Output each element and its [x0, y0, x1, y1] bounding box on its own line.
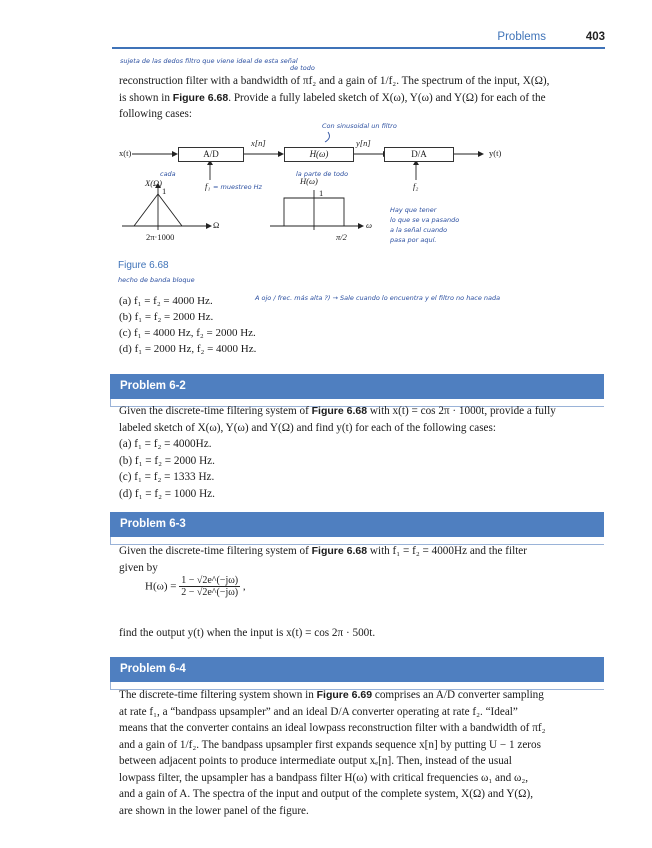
problem-6-2-line-2: labeled sketch of X(ω), Y(ω) and Y(Ω) and find y(t) for each of the following cases: — [119, 421, 496, 434]
problem-6-3-text — [119, 543, 604, 576]
problem-6-4-line-7: and a gain of A. The spectra of the input and output of the complete system, X(Ω) and Y(Ω), — [119, 788, 533, 800]
problem-6-4-title: Problem 6-4 — [120, 663, 186, 675]
page-number: 403 — [585, 31, 605, 43]
input-bandwidth-label: 2π·1000 — [146, 232, 175, 242]
handwritten-note-case-a: A ojo / frec. más alta ?) → Sale cuando lo encuentra y el filtro no hace nada — [255, 294, 501, 302]
problem-6-2-title: Problem 6-2 — [120, 380, 186, 392]
problem-6-2-case-a: (a) f₁ = f₂ = 4000Hz. — [119, 438, 212, 450]
intro-line-3: following cases: — [119, 108, 193, 120]
problem-6-2-text — [119, 403, 604, 502]
da-converter-block — [384, 147, 454, 162]
filter-cutoff-label: π/2 — [336, 232, 347, 242]
case-a: (a) f₁ = f₂ = 4000 Hz. — [119, 295, 213, 307]
filter-response-label: H(ω) — [300, 176, 318, 186]
input-spectrum-peak: 1 — [162, 186, 167, 196]
da-converter-label: D/A — [411, 149, 427, 159]
problem-6-2-case-d: (d) f₁ = f₂ = 1000 Hz. — [119, 487, 215, 500]
problem-6-3-line-1-post: with f₁ = f₂ = 4000Hz and the filter — [367, 545, 527, 557]
problem-6-3-title: Problem 6-3 — [120, 518, 186, 530]
input-signal-label: x(t) — [119, 148, 132, 158]
intro-line-2-post: . Provide a fully labeled sketch of X(ω), Y(ω) and Y(Ω) for each of the — [228, 91, 546, 104]
problem-6-4-figure-ref: Figure 6.69 — [316, 689, 373, 701]
omega-axis-label: Ω — [213, 220, 220, 230]
handwritten-note-right-3: a la señal cuando — [390, 226, 448, 234]
problem-6-2-line-1 — [119, 403, 604, 420]
handwritten-note-xomega: cada — [160, 170, 176, 178]
problem-6-3-line-1 — [119, 543, 604, 560]
problem-6-4-banner — [110, 657, 604, 682]
filter-gain-label: 1 — [319, 188, 324, 198]
sampling-rate-f1-label: f₁ — [205, 181, 211, 191]
handwritten-note-top: sujeta de las dedos filtro que viene ideal de esta señal — [120, 57, 298, 65]
handwritten-arrow-marks — [325, 132, 329, 142]
handwritten-note-filter-1: Con sinusoidal un filtro — [322, 122, 397, 130]
handwritten-note-right-1: Hay que tener — [390, 206, 437, 214]
problem-6-4-line-6: lowpass filter, the upsampler has a bandpass filter H(ω) with critical frequencies ω₁ and ω₂, — [119, 771, 529, 784]
problem-6-4-line-1 — [119, 687, 604, 704]
handwritten-note-right-4: pasa por aquí. — [390, 236, 437, 244]
equation-numerator: 1 − √2e^(−jω) — [181, 575, 239, 586]
problem-6-4-line-5: between adjacent points to produce intermediate output xₑ[n]. Then, instead of the usual — [119, 755, 512, 767]
problem-6-3-line-3: find the output y(t) when the input is x(t) = cos 2π · 500t. — [119, 627, 376, 639]
xn-signal-label: x[n] — [251, 138, 266, 148]
case-d: (d) f₁ = 2000 Hz, f₂ = 4000 Hz. — [119, 343, 257, 355]
problem-6-2-line-1-pre: Given the discrete-time filtering system of — [119, 405, 312, 417]
yn-signal-label: y[n] — [356, 138, 371, 148]
problem-6-4-line-4: and a gain of 1/f₂. The bandpass upsampler first expands sequence x[n] by putting U − 1 zeros — [119, 738, 541, 751]
equation-lhs: H(ω) = — [145, 580, 177, 593]
running-header-section: Problems — [497, 31, 546, 43]
equation-fraction — [179, 575, 240, 598]
ad-converter-block — [178, 147, 244, 162]
transfer-function-equation — [145, 575, 246, 598]
problem-6-4-line-1-pre: The discrete-time filtering system shown in — [119, 689, 317, 701]
problem-6-2-case-c: (c) f₁ = f₂ = 1333 Hz. — [119, 471, 215, 483]
filter-response-plot — [270, 190, 358, 230]
case-b: (b) f₁ = f₂ = 2000 Hz. — [119, 311, 214, 323]
problem-6-3-line-1-pre: Given the discrete-time filtering system of — [119, 545, 312, 557]
problem-6-3-figure-ref: Figure 6.68 — [311, 545, 368, 557]
intro-paragraph — [119, 73, 604, 123]
problem-6-4-line-8: are shown in the lower panel of the figure. — [119, 804, 309, 817]
intro-line-2-pre: is shown in — [119, 91, 173, 104]
header-rule — [112, 47, 605, 49]
problem-6-2-line-1-post: with x(t) = cos 2π · 1000t, provide a fully — [367, 405, 556, 417]
problem-6-2-case-b: (b) f₁ = f₂ = 2000 Hz. — [119, 454, 215, 467]
filter-block-label: H(ω) — [309, 149, 329, 159]
intro-line-2 — [119, 90, 604, 107]
handwritten-note-filter-2: la parte de todo — [296, 170, 349, 178]
problem-6-3-line-2: given by — [119, 561, 158, 574]
handwritten-note-caption: hecho de banda bloque — [118, 276, 195, 284]
case-c: (c) f₁ = 4000 Hz, f₂ = 2000 Hz. — [119, 327, 256, 339]
problem-6-4-text — [119, 687, 604, 819]
equation-denominator: 2 − √2e^(−jω) — [181, 587, 239, 598]
figure-caption: Figure 6.68 — [118, 260, 169, 271]
handwritten-note-right-2: lo que se va pasando — [390, 216, 460, 224]
ad-converter-label: A/D — [203, 149, 219, 159]
handwritten-note-fs: = muestreo Hz — [213, 183, 262, 191]
omega-axis-arrow — [206, 223, 212, 229]
problem-6-4-line-2: at rate f₁, a “bandpass upsampler” and an ideal D/A converter operating at rate f₂. “Ideal” — [119, 705, 518, 718]
problem-6-4-line-3: means that the converter contains an ideal lowpass reconstruction filter with a bandwidth of πf₂ — [119, 722, 546, 734]
handwritten-note-top-sub: de todo — [290, 64, 315, 72]
w-axis-arrow — [358, 223, 364, 229]
problem-6-3-banner — [110, 512, 604, 537]
input-spectrum-label: X(Ω) — [145, 178, 162, 188]
problem-6-2-figure-ref: Figure 6.68 — [311, 405, 368, 417]
w-axis-label: ω — [366, 220, 373, 230]
figure-reference: Figure 6.68 — [172, 91, 229, 104]
filter-block — [284, 147, 354, 162]
problem-6-2-banner — [110, 374, 604, 399]
reconstruction-rate-f2-label: f₂ — [413, 181, 419, 191]
intro-line-1: reconstruction filter with a bandwidth of πf₂ and a gain of 1/f₂. The spectrum of the input, X(Ω), — [119, 75, 550, 87]
problem-6-4-line-1-post: comprises an A/D converter sampling — [372, 689, 544, 701]
output-signal-label: y(t) — [489, 148, 502, 158]
equation-tail: , — [242, 580, 246, 593]
